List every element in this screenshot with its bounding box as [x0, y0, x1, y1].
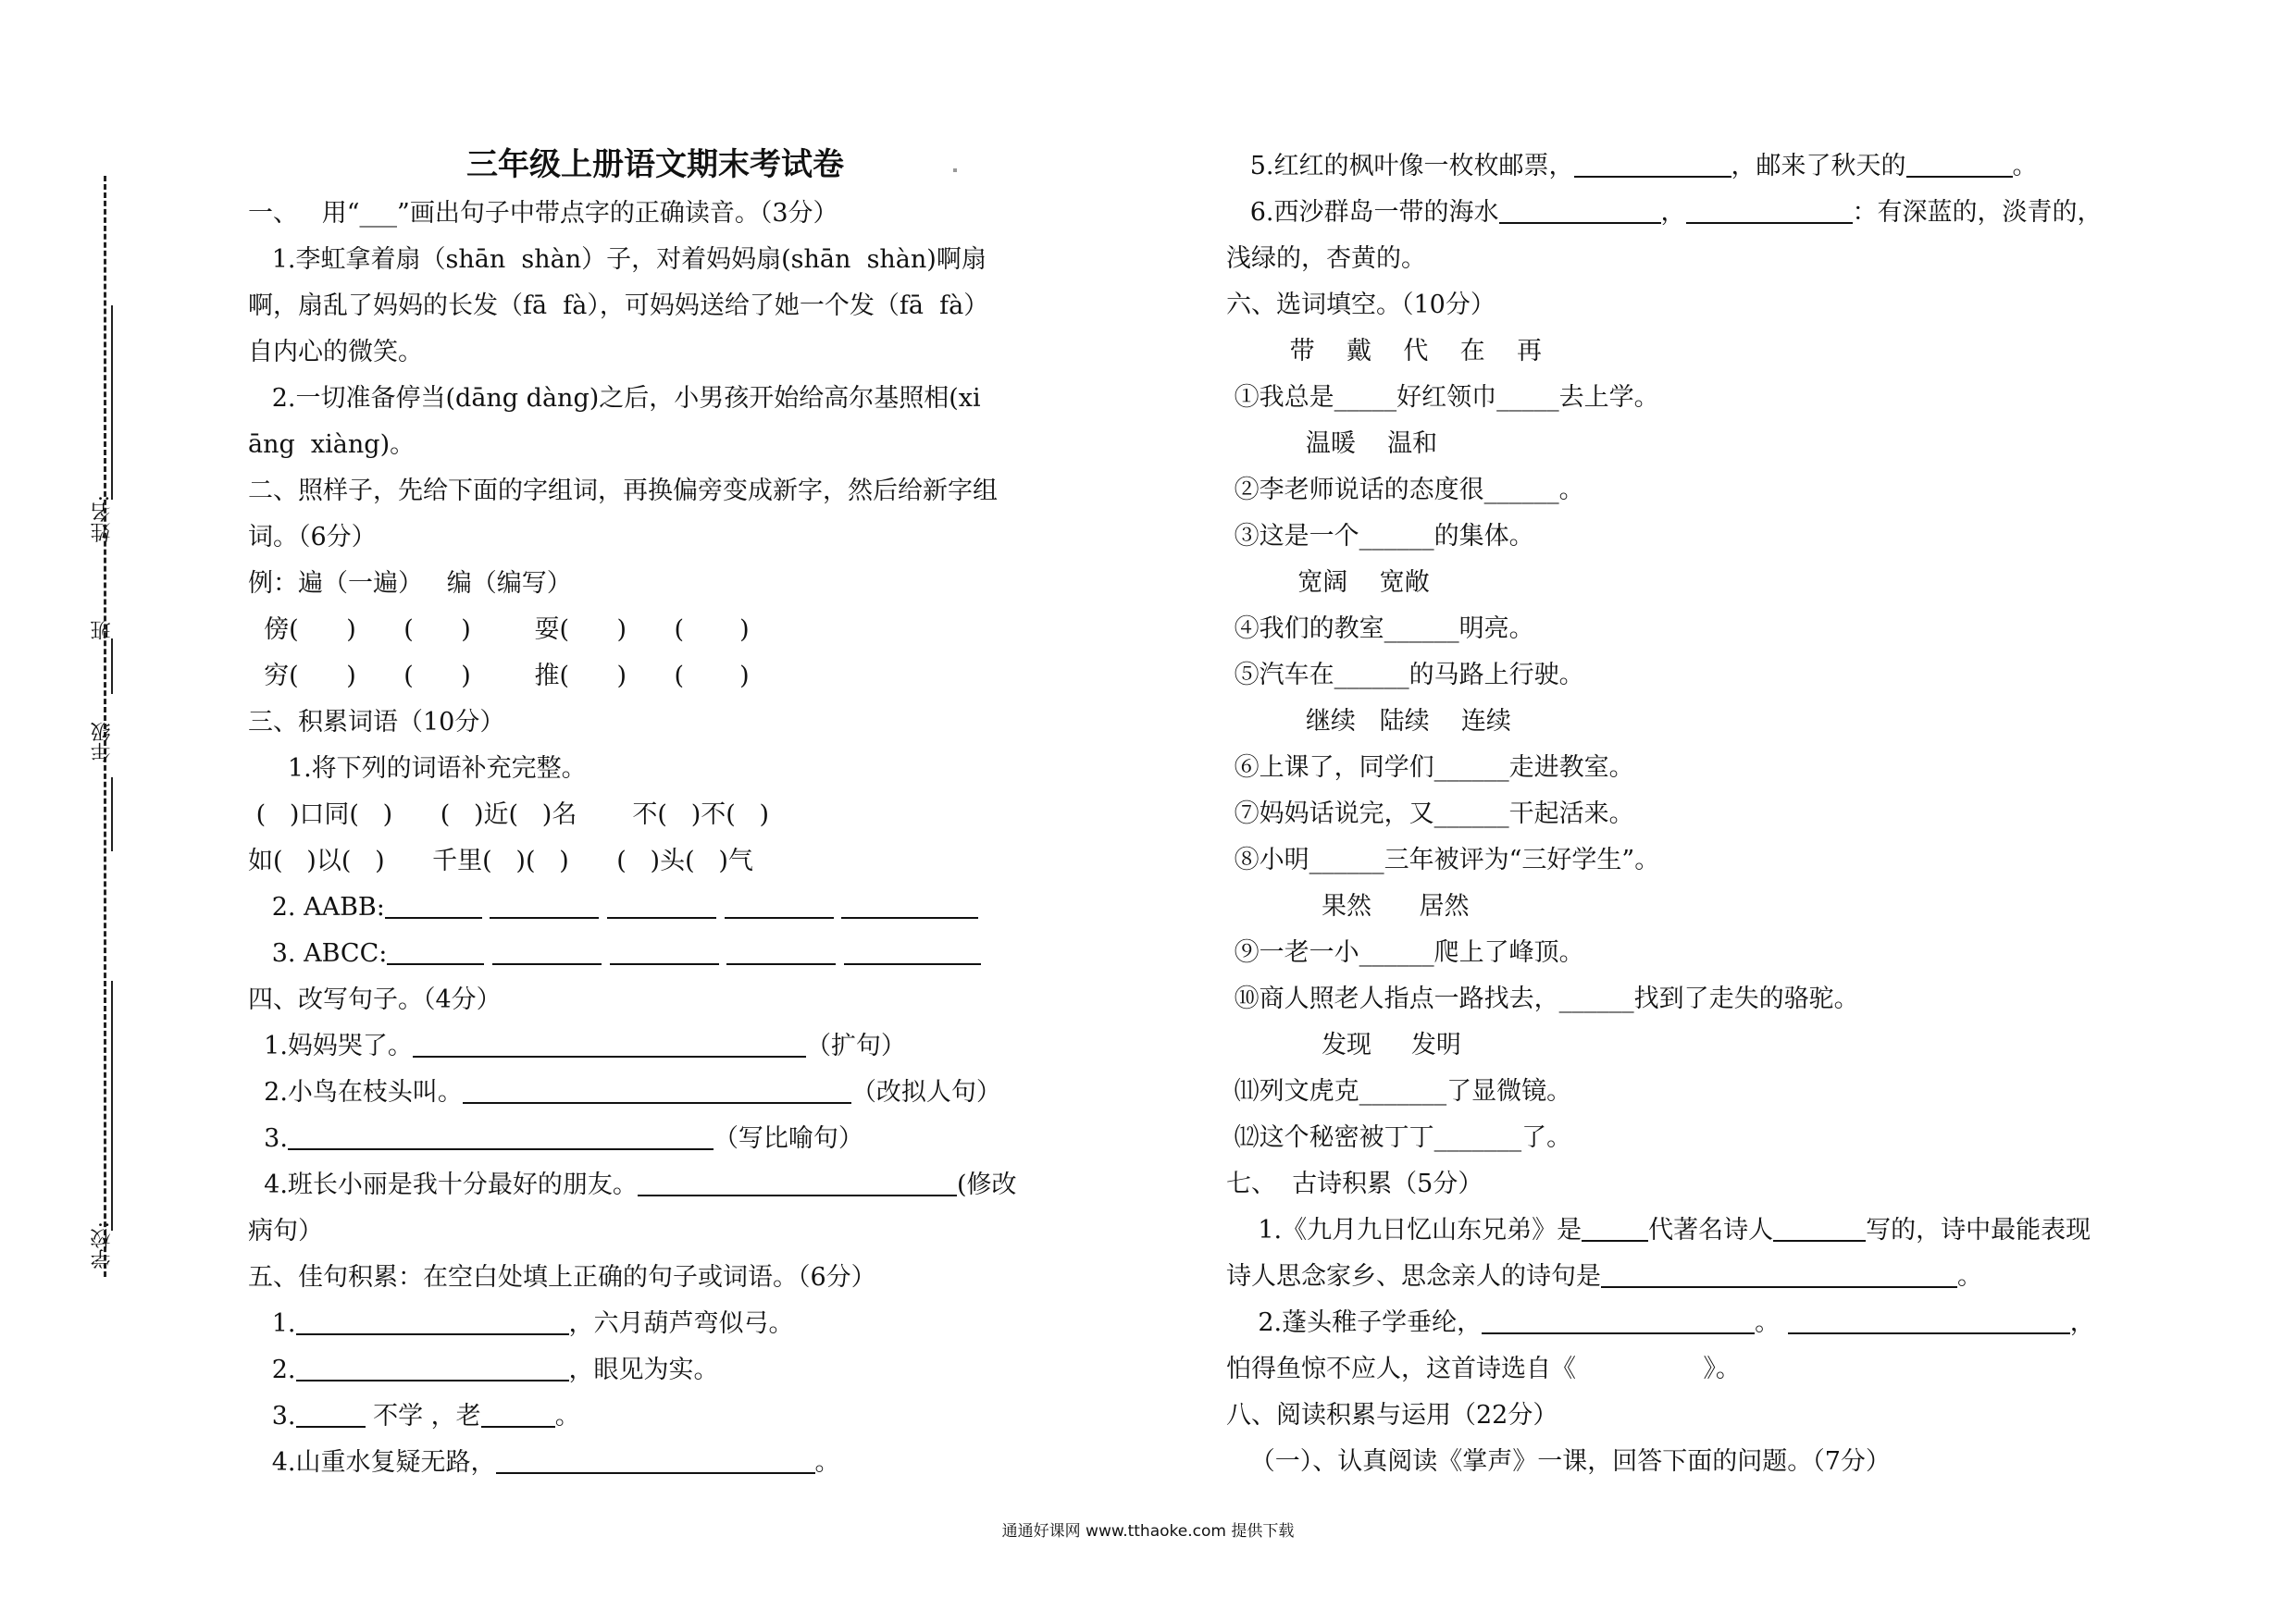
- answer-blank[interactable]: [387, 935, 484, 965]
- s6-q1: ①我总是_____好红领巾_____去上学。: [1226, 383, 1659, 412]
- s3-q2-label: 2. AABB:: [248, 893, 385, 922]
- s4-q4: [248, 1162, 1062, 1208]
- answer-blank[interactable]: [481, 1398, 555, 1428]
- s5-q2-text: ，眼见为实。: [568, 1356, 719, 1384]
- s2-row-1: 傍( ) ( ) 耍( ) ( ): [248, 615, 750, 644]
- s5-q3-num: 3.: [248, 1402, 296, 1431]
- answer-blank[interactable]: [638, 1167, 957, 1196]
- s7-q2-text: 2.蓬头稚子学垂纶，: [1226, 1308, 1483, 1337]
- s7-q1-cont: [1226, 1254, 2189, 1300]
- answer-blank[interactable]: [610, 935, 719, 965]
- section-8-heading: 八、阅读积累与运用（22分）: [1226, 1401, 1558, 1430]
- s6-q7: ⑦妈妈话说完，又______干起活来。: [1226, 799, 1634, 828]
- s4-q1-text: 1.妈妈哭了。: [248, 1032, 413, 1060]
- word-choices-3: 宽阔 宽敞: [1226, 568, 1430, 597]
- s4-q1: [248, 1023, 1062, 1070]
- s1-q1-line1: 1.李虹拿着扇（shān shàn）子，对着妈妈扇(shān shàn)啊扇: [248, 245, 987, 274]
- s7-q1-mid: 代著名诗人: [1648, 1216, 1774, 1245]
- right-column: [1226, 143, 2189, 1485]
- answer-blank[interactable]: [492, 935, 602, 965]
- word-choices-6: 发现 发明: [1226, 1031, 1461, 1059]
- s1-q2-line1: 2.一切准备停当(dāng dàng)之后，小男孩开始给高尔基照相(xi: [248, 384, 981, 413]
- section-3-heading: 三、积累词语（10分）: [248, 708, 505, 737]
- answer-blank[interactable]: [496, 1444, 815, 1474]
- s3-q1: 1.将下列的词语补充完整。: [248, 754, 587, 783]
- section-1-heading: 一、 用“___”画出句子中带点字的正确读音。（3分）: [248, 199, 838, 228]
- s7-q1-text: 1.《九月九日忆山东兄弟》是: [1226, 1216, 1582, 1245]
- s6-q6: ⑥上课了，同学们______走进教室。: [1226, 753, 1634, 782]
- s4-q4-tag: (修改: [956, 1171, 1017, 1199]
- s5-q5-mid: ，邮来了秋天的: [1731, 152, 1906, 180]
- binding-margin: [37, 176, 130, 1277]
- section-7-heading: 七、 古诗积累（5分）: [1226, 1170, 1483, 1198]
- s7-q1-tail: 写的，诗中最能表现: [1866, 1216, 2091, 1245]
- s6-q4: ④我们的教室______明亮。: [1226, 614, 1534, 643]
- answer-blank[interactable]: [296, 1352, 569, 1381]
- answer-blank[interactable]: [1788, 1305, 2070, 1334]
- s5-q5-end: 。: [2012, 152, 2038, 180]
- answer-blank[interactable]: [1582, 1212, 1648, 1242]
- s5-q3-end: 。: [554, 1402, 580, 1431]
- section-6-heading: 六、选词填空。（10分）: [1226, 291, 1496, 319]
- s5-q6-text: 6.西沙群岛一带的海水: [1226, 198, 1499, 227]
- s8-subheading: （一）、认真阅读《掌声》一课，回答下面的问题。（7分）: [1226, 1447, 1891, 1476]
- word-choices-5: 果然 居然: [1226, 892, 1470, 921]
- answer-blank[interactable]: [296, 1306, 569, 1335]
- s4-q1-tag: （扩句）: [805, 1032, 906, 1060]
- answer-blank[interactable]: [288, 1121, 714, 1150]
- answer-blank[interactable]: [841, 889, 978, 919]
- s1-q2-line2: āng xiàng)。: [248, 430, 416, 459]
- s5-q1-num: 1.: [248, 1309, 296, 1338]
- s7-q1-end: 。: [1957, 1262, 1982, 1291]
- answer-blank[interactable]: [1601, 1258, 1957, 1288]
- word-choices-4: 继续 陆续 连续: [1226, 707, 1511, 736]
- section-5-heading: 五、佳句积累：在空白处填上正确的句子或词语。（6分）: [248, 1263, 876, 1292]
- s3-q3: [248, 931, 1062, 977]
- answer-blank[interactable]: [1773, 1212, 1866, 1242]
- s5-q5-text: 5.红红的枫叶像一枚枚邮票，: [1226, 152, 1574, 180]
- s5-q5: [1226, 143, 2189, 190]
- s5-q3-text: 不学 ，老: [365, 1402, 481, 1431]
- s4-q2: [248, 1070, 1062, 1116]
- grade-label: 年级: [91, 722, 114, 762]
- s1-q1-line3: 自内心的微笑。: [248, 338, 423, 366]
- name-label: 姓名:: [91, 495, 114, 543]
- section-4-heading: 四、改写句子。（4分）: [248, 985, 502, 1014]
- answer-blank[interactable]: [296, 1398, 366, 1428]
- answer-blank[interactable]: [725, 889, 834, 919]
- s6-q11: ⑾列文虎克_______了显微镜。: [1226, 1077, 1572, 1106]
- answer-blank[interactable]: [1686, 194, 1853, 224]
- answer-blank[interactable]: [1482, 1305, 1755, 1334]
- s1-q1-line2: 啊，扇乱了妈妈的长发（fā fà），可妈妈送给了她一个发（fā fà）: [248, 291, 989, 320]
- s6-q10: ⑩商人照老人指点一路找去，______找到了走失的骆驼。: [1226, 985, 1859, 1013]
- answer-blank[interactable]: [844, 935, 981, 965]
- s3-q3-label: 3. ABCC:: [248, 939, 388, 968]
- s3-q2: [248, 885, 1062, 931]
- s7-q1: [1226, 1208, 2189, 1254]
- word-choices-2: 温暖 温和: [1226, 429, 1438, 458]
- s5-q6-tail: ：有深蓝的，淡青的，: [1852, 198, 2103, 227]
- answer-blank[interactable]: [607, 889, 716, 919]
- s2-row-2: 穷( ) ( ) 推( ) ( ): [248, 662, 750, 690]
- s3-row-2: 如( )以( ) 千里( )( ) ( )头( )气: [248, 847, 753, 875]
- class-label: 班: [91, 620, 114, 640]
- answer-blank[interactable]: [1574, 148, 1731, 178]
- s6-q12: ⑿这个秘密被丁丁_______了。: [1226, 1123, 1572, 1152]
- answer-blank[interactable]: [1906, 148, 2013, 178]
- s6-q5: ⑤汽车在______的马路上行驶。: [1226, 661, 1584, 689]
- s5-q3: [248, 1394, 1062, 1440]
- s7-q1-cont-text: 诗人思念家乡、思念亲人的诗句是: [1226, 1262, 1601, 1291]
- section-2-heading-cont: 词。（6分）: [248, 523, 377, 551]
- school-underline: [111, 981, 113, 1231]
- name-underline: [111, 305, 113, 500]
- answer-blank[interactable]: [385, 889, 482, 919]
- s5-q6-comma: ，: [1660, 198, 1686, 227]
- footer-credit: 通通好课网 www.tthaoke.com 提供下载: [1001, 1522, 1295, 1541]
- s4-q3-tag: （写比喻句）: [713, 1124, 863, 1153]
- answer-blank[interactable]: [413, 1028, 806, 1058]
- s6-q2: ②李老师说话的态度很______。: [1226, 476, 1584, 504]
- s7-q2-period: 。: [1755, 1308, 1781, 1337]
- s3-row-1: ( )口同( ) ( )近( )名 不( )不( ): [248, 800, 770, 829]
- s7-q2-comma: ，: [2069, 1308, 2095, 1337]
- s7-q2-cont: 怕得鱼惊不应人，这首诗选自《 》。: [1226, 1355, 1741, 1383]
- s5-q1-text: ，六月葫芦弯似弓。: [568, 1309, 794, 1338]
- answer-blank[interactable]: [463, 1074, 851, 1104]
- s5-q6: [1226, 190, 2189, 236]
- s6-q9: ⑨一老一小______爬上了峰顶。: [1226, 938, 1584, 967]
- word-choices-1: 带 戴 代 在 再: [1226, 337, 1542, 365]
- exam-title: 三年级上册语文期末考试卷: [466, 146, 844, 183]
- s5-q6-cont: 浅绿的，杏黄的。: [1226, 244, 1426, 273]
- s5-q2-num: 2.: [248, 1356, 296, 1384]
- s4-q4-text: 4.班长小丽是我十分最好的朋友。: [248, 1171, 638, 1199]
- s4-q3-text: 3.: [248, 1124, 288, 1153]
- s2-example: 例：遍（一遍） 编（编写）: [248, 569, 572, 598]
- s4-q4-tail: 病句）: [248, 1217, 323, 1245]
- s4-q3: [248, 1116, 1062, 1162]
- grade-underline: [111, 777, 113, 851]
- school-label: 学校:: [91, 1221, 114, 1270]
- s4-q2-text: 2.小鸟在枝头叫。: [248, 1078, 463, 1107]
- s5-q4: [248, 1440, 1062, 1486]
- s5-q4-end: 。: [814, 1448, 840, 1477]
- s5-q4-text: 4.山重水复疑无路，: [248, 1448, 496, 1477]
- s6-q3: ③这是一个______的集体。: [1226, 522, 1534, 551]
- s7-q2: [1226, 1300, 2189, 1346]
- s4-q2-tag: （改拟人句）: [850, 1078, 1001, 1107]
- answer-blank[interactable]: [1499, 194, 1661, 224]
- class-underline: [111, 638, 113, 694]
- left-column: [248, 139, 1062, 1486]
- answer-blank[interactable]: [490, 889, 599, 919]
- answer-blank[interactable]: [726, 935, 836, 965]
- s6-q8: ⑧小明______三年被评为“三好学生”。: [1226, 846, 1660, 874]
- s5-q2: [248, 1347, 1062, 1394]
- s5-q1: [248, 1301, 1062, 1347]
- section-2-heading: 二、照样子，先给下面的字组词，再换偏旁变成新字，然后给新字组: [248, 477, 998, 505]
